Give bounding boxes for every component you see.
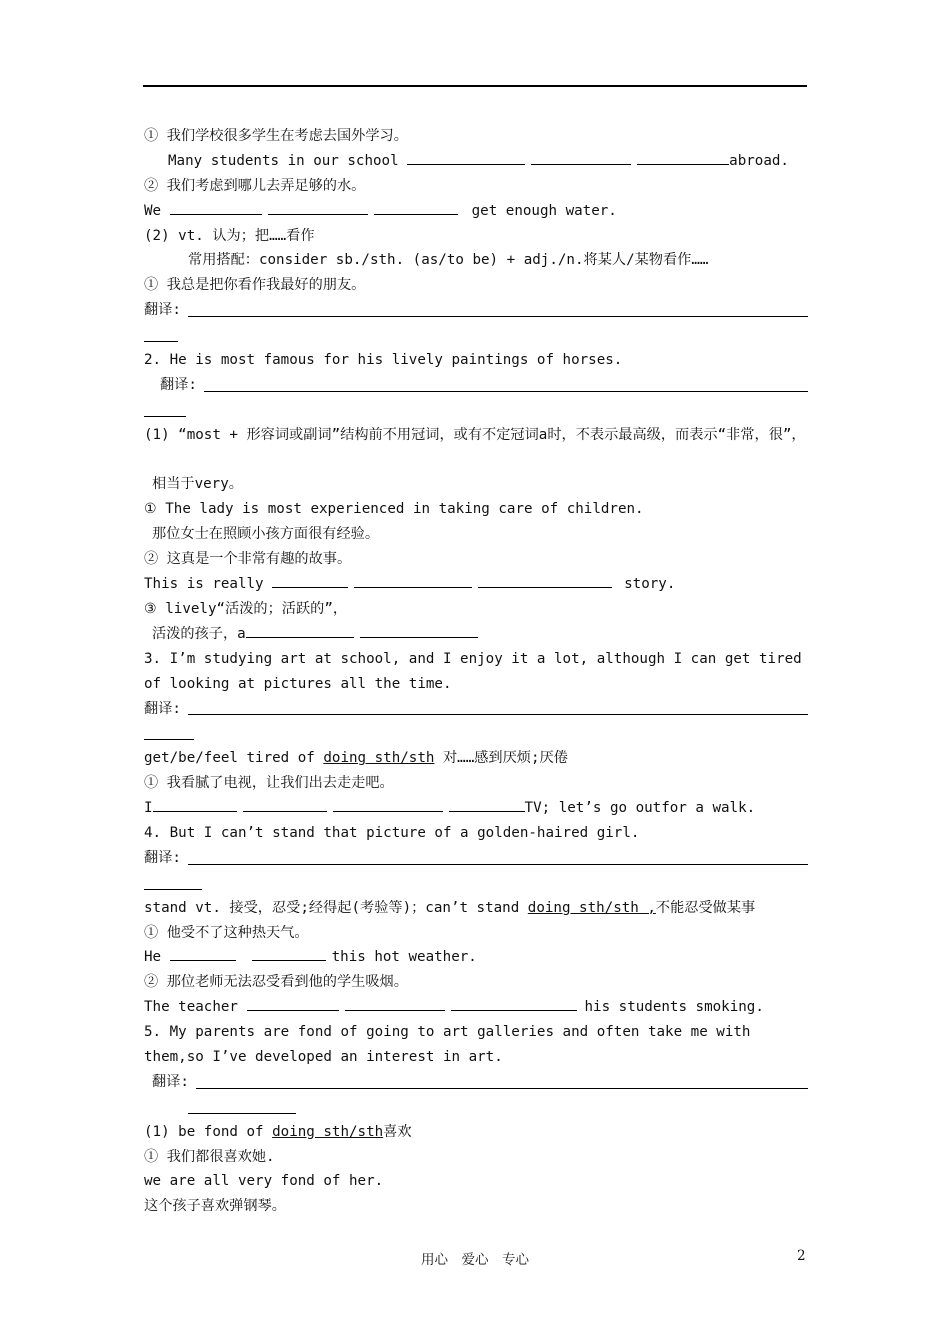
text-line: ② 那位老师无法忍受看到他的学生吸烟。	[144, 974, 408, 991]
answer-blank[interactable]	[354, 573, 472, 588]
answer-blank[interactable]	[243, 797, 327, 812]
header-rule	[143, 85, 807, 87]
exercise-line: He this hot weather.	[144, 945, 808, 970]
answer-blank[interactable]	[252, 946, 326, 961]
translation-tail	[144, 1095, 808, 1120]
sentence: 3. I’m studying art at school, and I enjoy it a lot, although I can get tired of looking at pictures all the time.	[144, 650, 802, 692]
answer-blank[interactable]	[170, 200, 262, 215]
answer-blank[interactable]	[374, 200, 458, 215]
sentence: 2. He is most famous for his lively paintings of horses.	[144, 352, 623, 369]
text-line: ① 我们都很喜欢她.	[144, 1148, 275, 1165]
phrase-line: get/be/feel tired of doing sth/sth 对……感到厌烦;厌倦	[144, 750, 568, 767]
sentence: 5. My parents are fond of going to art galleries and often take me with them,so I’ve developed an interest in art.	[144, 1024, 751, 1065]
page-number: 2	[797, 1248, 806, 1264]
phrase-line: stand vt. 接受，忍受;经得起(考验等)；can’t stand doing sth/sth ,不能忍受做某事	[144, 899, 756, 916]
sentence: 4. But I can’t stand that picture of a golden-haired girl.	[144, 824, 640, 841]
exercise-line: 活泼的孩子，a	[144, 622, 808, 647]
text-line: ③ lively“活泼的；活跃的”，	[144, 600, 348, 617]
answer-blank[interactable]	[449, 797, 525, 812]
example-line: ① The lady is most experienced in taking care of children.	[144, 501, 644, 518]
note-paragraph: (1) “most + 形容词或副词”结构前不用冠词，或有不定冠词a时，不表示最高级，而表示“非常，很”，	[144, 426, 806, 443]
answer-blank[interactable]	[407, 150, 525, 165]
exercise-line: I TV; let’s go outfor a walk.	[144, 796, 808, 821]
answer-blank[interactable]	[360, 623, 478, 638]
translation-tail	[144, 323, 808, 348]
exercise-line: This is really story.	[144, 572, 808, 597]
answer-blank[interactable]	[246, 623, 354, 638]
text-line: ① 我们学校很多学生在考虑去国外学习。	[144, 128, 408, 144]
text-line: ① 他受不了这种热天气。	[144, 924, 309, 941]
text-line: 相当于very。	[152, 476, 243, 493]
exercise-line: Many students in our school abroad.	[144, 149, 808, 174]
answer-blank[interactable]	[478, 573, 612, 588]
answer-blank[interactable]	[272, 573, 348, 588]
translation-tail	[144, 398, 808, 423]
text-line: 那位女士在照顾小孩方面很有经验。	[152, 526, 380, 543]
answer-blank[interactable]	[333, 797, 443, 812]
phrase-line: (1) be fond of doing sth/sth喜欢	[144, 1123, 412, 1140]
translation-line[interactable]: 翻译:	[144, 1070, 808, 1095]
exercise-line: We get enough water.	[144, 199, 808, 224]
text-line: 常用搭配：consider sb./sth. (as/to be) + adj./n.将某人/某物看作……	[188, 252, 709, 269]
text-line: (2) vt. 认为；把……看作	[144, 227, 315, 244]
translation-line[interactable]: 翻译:	[144, 373, 808, 398]
answer-blank[interactable]	[345, 996, 445, 1011]
translation-line[interactable]: 翻译:	[144, 846, 808, 871]
document-body	[144, 124, 808, 1219]
answer-blank[interactable]	[247, 996, 339, 1011]
example-line: we are all very fond of her.	[144, 1173, 384, 1190]
exercise-line: The teacher his students smoking.	[144, 995, 808, 1020]
answer-blank[interactable]	[531, 150, 631, 165]
page-footer: 用心 爱心 专心	[421, 1252, 529, 1268]
text-line: 这个孩子喜欢弹钢琴。	[144, 1198, 286, 1215]
answer-blank[interactable]	[637, 150, 729, 165]
translation-line[interactable]: 翻译:	[144, 298, 808, 323]
translation-line[interactable]: 翻译:	[144, 697, 808, 722]
translation-tail	[144, 871, 808, 896]
text-line: ② 这真是一个非常有趣的故事。	[144, 551, 352, 568]
translation-tail	[144, 721, 808, 746]
text-line: ② 我们考虑到哪儿去弄足够的水。	[144, 177, 366, 194]
answer-blank[interactable]	[268, 200, 368, 215]
answer-blank[interactable]	[451, 996, 577, 1011]
text-line: ① 我看腻了电视，让我们出去走走吧。	[144, 775, 394, 792]
answer-blank[interactable]	[170, 946, 236, 961]
text-line: ① 我总是把你看作我最好的朋友。	[144, 277, 366, 294]
answer-blank[interactable]	[153, 797, 237, 812]
